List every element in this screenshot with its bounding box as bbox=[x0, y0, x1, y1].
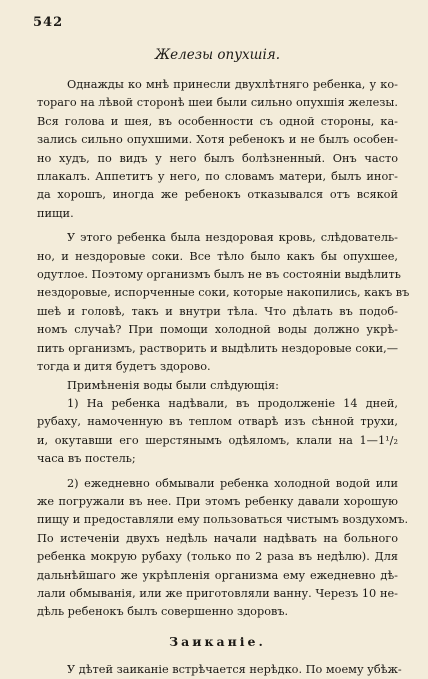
text-line: Вся голова и шея, въ особенности съ одной стороны, ка- bbox=[37, 114, 398, 128]
text-line: пищу и предоставляли ему пользоваться чистымъ воздухомъ. bbox=[37, 513, 409, 527]
text-line: и, окутавши его шерстянымъ одѣяломъ, клали на 1—1¹/₂ bbox=[37, 433, 398, 447]
text-line: плакалъ. Аппетитъ у него, по словамъ матери, былъ иног- bbox=[37, 170, 398, 184]
text-line: номъ случаѣ? При помощи холодной воды должно укрѣ- bbox=[37, 323, 398, 337]
text-line: Примѣненія воды были слѣдующія: bbox=[67, 378, 279, 392]
text-line: дальнѣйшаго же укрѣпленія организма ему ежедневно дѣ- bbox=[37, 568, 398, 582]
text-line: часа въ постель; bbox=[37, 452, 136, 466]
text-line: тораго на лѣвой сторонѣ шеи были сильно опухшія железы. bbox=[37, 96, 398, 110]
text-line: пищи. bbox=[37, 206, 74, 220]
text-line: ребенка мокрую рубаху (только по 2 раза въ недѣлю). Для bbox=[37, 550, 398, 564]
text-line: дѣль ребенокъ былъ совершенно здоровъ. bbox=[37, 605, 289, 619]
text-line: нездоровые, испорченные соки, которые накопились, какъ въ bbox=[37, 286, 410, 300]
paragraph-1 bbox=[37, 76, 398, 223]
paragraph-2 bbox=[37, 229, 410, 376]
section-heading: Заиканіе. bbox=[169, 633, 266, 649]
text-line: 1) На ребенка надѣвали, въ продолженіе 14 дней, bbox=[67, 396, 398, 410]
text-line: Однажды ко мнѣ принесли двухлѣтняго ребенка, у ко- bbox=[67, 78, 398, 91]
text-line: одутлое. Поэтому организмъ былъ не въ состояніи выдѣлить bbox=[37, 268, 401, 282]
paragraph-5 bbox=[37, 661, 402, 679]
text-line: да хорошъ, иногда же ребенокъ отказывался отъ всякой bbox=[37, 188, 398, 202]
text-line: У этого ребенка была нездоровая кровь, слѣдователь- bbox=[67, 231, 398, 245]
text-line: У дѣтей заиканіе встрѣчается нерѣдко. По моему убѣж- bbox=[67, 662, 402, 676]
text-line: но худъ, по видъ у него былъ болѣзненный. Онъ часто bbox=[37, 151, 398, 165]
chapter-title: Железы опухшія. bbox=[155, 47, 280, 63]
text-line: шеѣ и головѣ, такъ и внутри тѣла. Что дѣлать въ подоб- bbox=[37, 304, 398, 318]
paragraph-3 bbox=[37, 377, 398, 469]
paragraph-4 bbox=[37, 475, 409, 622]
text-line: но, и нездоровые соки. Все тѣло было какъ бы опухшее, bbox=[37, 249, 398, 263]
text-line: тогда и дитя будетъ здорово. bbox=[37, 360, 211, 374]
text-line: зались сильно опухшими. Хотя ребенокъ и не былъ особен- bbox=[37, 133, 398, 147]
text-line: По истеченіи двухъ недѣль начали надѣвать на больного bbox=[37, 531, 398, 545]
text-line: лали обмыванія, или же приготовляли ванну. Черезъ 10 не- bbox=[37, 586, 398, 600]
text-line: же погружали въ нее. При этомъ ребенку давали хорошую bbox=[37, 494, 398, 508]
page-number: 542 bbox=[33, 15, 64, 30]
text-line: пить организмъ, растворить и выдѣлить нездоровые соки,— bbox=[37, 341, 398, 355]
text-line: рубаху, намоченную въ теплом отварѣ изъ сѣнной трухи, bbox=[37, 415, 398, 429]
text-line: 2) ежедневно обмывали ребенка холодной водой или bbox=[67, 476, 398, 490]
